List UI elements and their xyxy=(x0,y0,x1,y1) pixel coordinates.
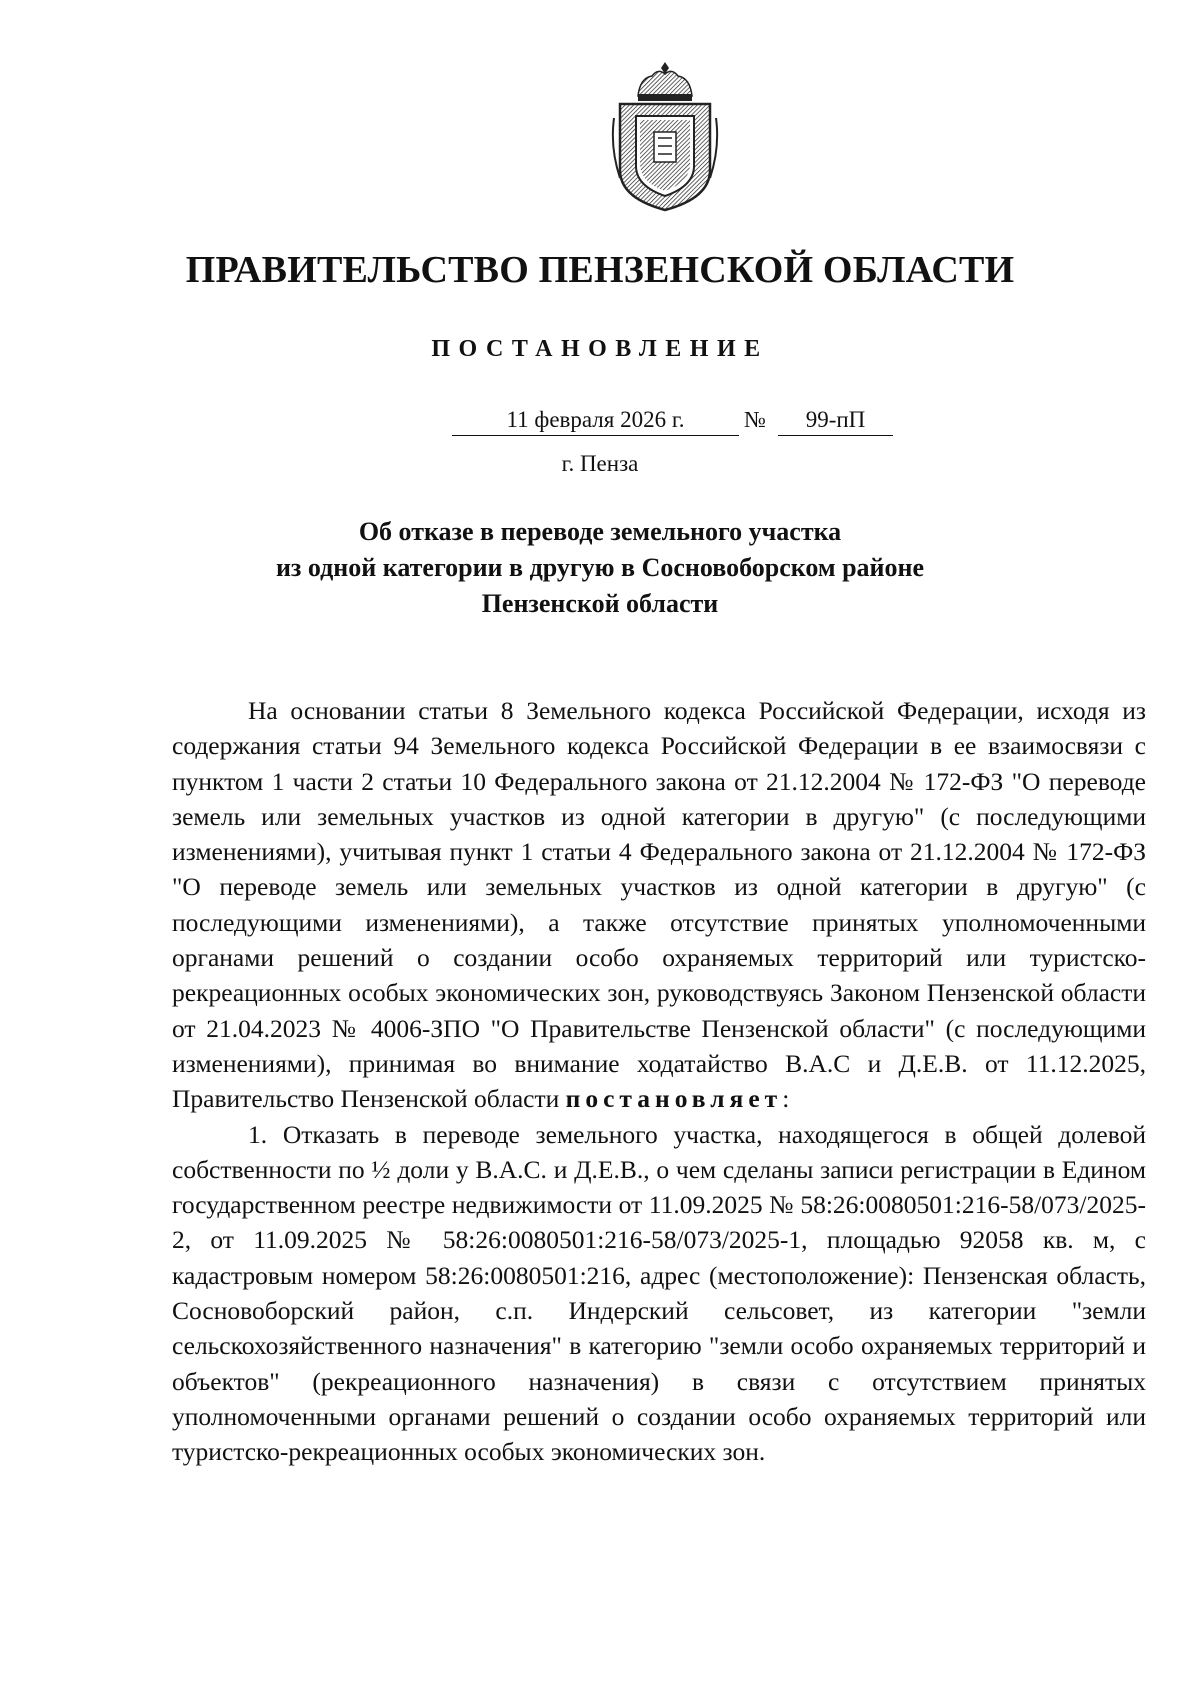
coat-of-arms-icon xyxy=(608,58,722,214)
resolves-word: постановляет xyxy=(565,1084,783,1114)
document-body xyxy=(172,693,1146,1470)
preamble-text: На основании статьи 8 Земельного кодекса Российской Федерации, исходя из содержания статьи 94 Земельного кодекса Российской Федерации в ее взаимосвязи с пунктом 1 части 2 статьи 10 Федерального закона от 21.12.2004 № 172-ФЗ "О переводе земель или земельных участков из одной категории в другую" (с последующими изменениями), учитывая пункт 1 статьи 4 Федерального закона от 21.12.2004 № 172-ФЗ "О переводе земель или земельных участков из одной категории в другую" (с последующими изменениями), а также отсутствие принятых уполномоченными органами решений о создании особо охраняемых территорий или туристско-рекреационных особых экономических зон, руководствуясь Законом Пензенской области от 21.04.2023 № 4006-ЗПО "О Правительстве Пензенской области" (с последующими изменениями), принимая во внимание ходатайство В.А.С и Д.Е.В. от 11.12.2025, Правительство Пензенской области xyxy=(172,696,1146,1114)
city: г. Пенза xyxy=(561,451,639,476)
document-number: 99-пП xyxy=(778,405,893,436)
date-number-line xyxy=(0,405,1200,439)
document-type: ПОСТАНОВЛЕНИЕ xyxy=(431,336,769,362)
document-date: 11 февраля 2026 г. xyxy=(452,405,739,436)
organization-title: ПРАВИТЕЛЬСТВО ПЕНЗЕНСКОЙ ОБЛАСТИ xyxy=(185,249,1015,291)
item-1-paragraph: 1. Отказать в переводе земельного участка, находящегося в общей долевой собственности по ½ доли у В.А.С. и Д.Е.В., о чем сделаны записи регистрации в Едином государственном реестре недвижимости от 11.09.2025 № 58:26:0080501:216-58/073/2025-2, от 11.09.2025 № 58:26:0080501:216-58/073/2025-1, площадью 92058 кв. м, с кадастровым номером 58:26:0080501:216, адрес (местоположение): Пензенская область, Сосновоборский район, с.п. Индерский сельсовет, из категории "земли сельскохозяйственного назначения" в категорию "земли особо охраняемых территорий и объектов" (рекреационного назначения) в связи с отсутствием принятых уполномоченными органами решений о создании особо охраняемых территорий или туристско-рекреационных особых экономических зон. xyxy=(172,1119,1146,1467)
document-subject xyxy=(0,514,1200,622)
resolves-colon: : xyxy=(782,1084,790,1114)
subject-line: Пензенской области xyxy=(481,589,719,618)
preamble-paragraph xyxy=(172,693,1146,1117)
number-sign: № xyxy=(744,407,766,432)
subject-line: Об отказе в переводе земельного участка xyxy=(358,517,842,546)
subject-line: из одной категории в другую в Сосновоборском районе xyxy=(275,553,925,582)
